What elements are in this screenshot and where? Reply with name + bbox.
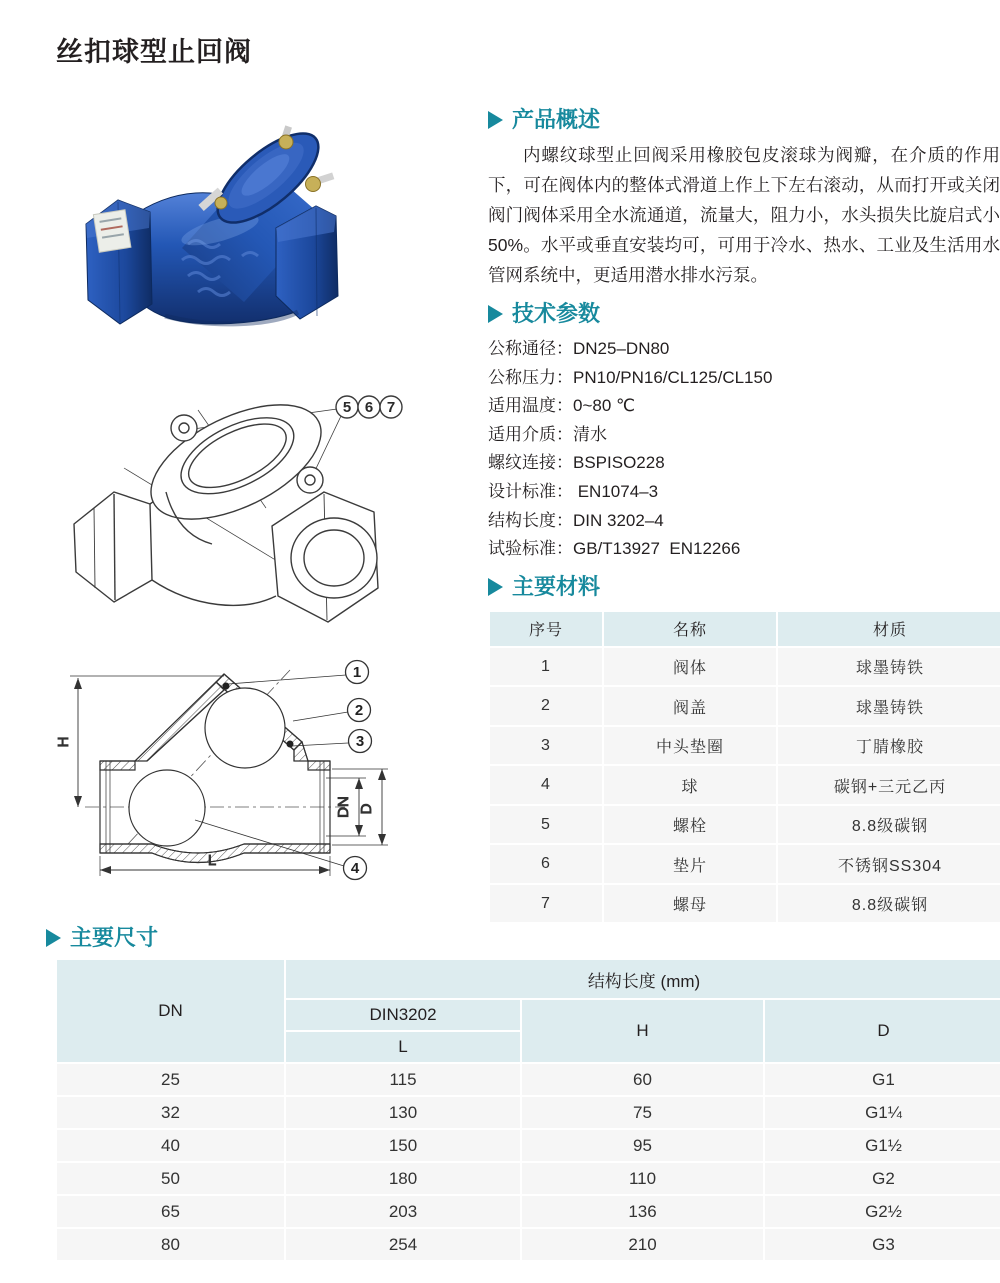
table-cell: 阀体 bbox=[604, 648, 776, 686]
param-item: 设计标准： EN1074–3 bbox=[488, 481, 659, 501]
table-row bbox=[490, 766, 1000, 804]
section-arrow-icon bbox=[488, 305, 503, 323]
page-title: 丝扣球型止回阀 bbox=[56, 37, 252, 67]
table-cell: 球墨铸铁 bbox=[778, 648, 1000, 686]
table-cell: 不锈钢SS304 bbox=[778, 845, 1000, 883]
table-cell: 碳钢+三元乙丙 bbox=[778, 766, 1000, 804]
table-cell: 5 bbox=[490, 806, 602, 844]
iso-drawing-art bbox=[60, 378, 460, 630]
table-header-cell: H bbox=[522, 1000, 763, 1062]
table-cell: 80 bbox=[57, 1229, 284, 1260]
table-cell: 2 bbox=[490, 687, 602, 725]
callout-4: 4 bbox=[350, 860, 360, 877]
table-row bbox=[57, 1196, 1000, 1227]
iso-callouts bbox=[336, 396, 402, 418]
table-row bbox=[490, 687, 1000, 725]
dim-label-d: D bbox=[358, 803, 375, 815]
table-header-cell: 结构长度 (mm) bbox=[286, 960, 1000, 998]
dimensions-heading bbox=[46, 924, 158, 952]
dimensions-heading-text: 主要尺寸 bbox=[70, 925, 159, 950]
section-drawing bbox=[40, 638, 470, 900]
table-cell: 螺栓 bbox=[604, 806, 776, 844]
table-cell: 115 bbox=[286, 1064, 520, 1095]
right-column bbox=[488, 106, 1000, 924]
table-cell: G3 bbox=[765, 1229, 1000, 1260]
section-drawing-art bbox=[40, 638, 470, 900]
table-row bbox=[490, 648, 1000, 686]
table-cell: 210 bbox=[522, 1229, 763, 1260]
table-header-cell: 名称 bbox=[604, 612, 776, 646]
param-item: 公称压力：PN10/PN16/CL125/CL150 bbox=[488, 367, 773, 387]
section-arrow-icon bbox=[46, 929, 61, 947]
callout-6: 6 bbox=[364, 399, 374, 416]
materials-heading bbox=[488, 573, 1000, 601]
product-label bbox=[93, 210, 131, 253]
overview-heading-text: 产品概述 bbox=[512, 107, 601, 132]
product-photo bbox=[70, 124, 470, 340]
tech-params-heading bbox=[488, 300, 1000, 328]
table-row bbox=[490, 845, 1000, 883]
table-cell: 6 bbox=[490, 845, 602, 883]
param-item: 螺纹连接：BSPISO228 bbox=[488, 453, 665, 473]
table-cell: G2 bbox=[765, 1163, 1000, 1194]
dim-label-dn: DN bbox=[335, 796, 352, 818]
table-row bbox=[490, 727, 1000, 765]
table-cell: G2½ bbox=[765, 1196, 1000, 1227]
materials-table bbox=[488, 610, 1000, 925]
table-cell: 阀盖 bbox=[604, 687, 776, 725]
table-cell: 32 bbox=[57, 1097, 284, 1128]
overview-heading bbox=[488, 106, 1000, 134]
table-cell: 203 bbox=[286, 1196, 520, 1227]
table-cell: 254 bbox=[286, 1229, 520, 1260]
table-cell: 3 bbox=[490, 727, 602, 765]
tech-params-list bbox=[488, 335, 1000, 564]
table-cell: 75 bbox=[522, 1097, 763, 1128]
dim-label-h: H bbox=[55, 736, 72, 748]
table-cell: 7 bbox=[490, 885, 602, 923]
table-cell: 球 bbox=[604, 766, 776, 804]
table-cell: 130 bbox=[286, 1097, 520, 1128]
table-cell: G1½ bbox=[765, 1130, 1000, 1161]
param-item: 公称通径：DN25–DN80 bbox=[488, 339, 670, 358]
table-header-cell: D bbox=[765, 1000, 1000, 1062]
table-cell: 25 bbox=[57, 1064, 284, 1095]
table-header-cell: L bbox=[286, 1032, 520, 1062]
callout-7: 7 bbox=[386, 399, 396, 416]
table-header-cell: DN bbox=[57, 960, 284, 1062]
callout-1: 1 bbox=[352, 664, 362, 681]
table-cell: 4 bbox=[490, 766, 602, 804]
param-item: 适用介质：清水 bbox=[488, 424, 607, 444]
section-arrow-icon bbox=[488, 111, 503, 129]
table-cell: 螺母 bbox=[604, 885, 776, 923]
table-cell: G1¼ bbox=[765, 1097, 1000, 1128]
table-row bbox=[57, 1229, 1000, 1260]
param-item: 试验标准：GB/T13927 EN12266 bbox=[488, 539, 741, 559]
tech-params-heading-text: 技术参数 bbox=[512, 301, 601, 326]
materials-heading-text: 主要材料 bbox=[512, 573, 601, 599]
materials-header-row bbox=[490, 612, 1000, 646]
table-cell: 110 bbox=[522, 1163, 763, 1194]
table-cell: 150 bbox=[286, 1130, 520, 1161]
dimensions-table bbox=[55, 958, 1000, 1262]
callout-2: 2 bbox=[354, 702, 364, 719]
table-row bbox=[490, 885, 1000, 923]
table-row bbox=[57, 1097, 1000, 1128]
table-cell: 1 bbox=[490, 648, 602, 686]
callout-5: 5 bbox=[342, 399, 352, 416]
section-arrow-icon bbox=[488, 578, 503, 596]
table-header-cell: DIN3202 bbox=[286, 1000, 520, 1030]
table-cell: 180 bbox=[286, 1163, 520, 1194]
table-cell: 垫片 bbox=[604, 845, 776, 883]
dim-label-l: L bbox=[207, 852, 217, 869]
table-cell: 球墨铸铁 bbox=[778, 687, 1000, 725]
overview-paragraph: 内螺纹球型止回阀采用橡胶包皮滚球为阀瓣，在介质的作用下，可在阀体内的整体式滑道上作上下左右滚动，从而打开或关闭阀门阀体采用全水流通道，流量大，阻力小，水头损失比旋启式小50%。水平或垂直安装均可，可用于冷水、热水、工业及生活用水管网系统中，更适用潜水排水污泵。 bbox=[488, 145, 1000, 285]
table-cell: 65 bbox=[57, 1196, 284, 1227]
table-cell: 60 bbox=[522, 1064, 763, 1095]
table-row bbox=[490, 806, 1000, 844]
table-cell: 50 bbox=[57, 1163, 284, 1194]
table-row bbox=[57, 1130, 1000, 1161]
table-cell: 8.8级碳钢 bbox=[778, 806, 1000, 844]
iso-drawing bbox=[60, 378, 460, 630]
table-cell: 95 bbox=[522, 1130, 763, 1161]
table-cell: 中头垫圈 bbox=[604, 727, 776, 765]
table-cell: G1 bbox=[765, 1064, 1000, 1095]
table-cell: 8.8级碳钢 bbox=[778, 885, 1000, 923]
product-photo-art bbox=[70, 124, 470, 340]
table-row bbox=[57, 1163, 1000, 1194]
right-hex-fitting bbox=[276, 206, 338, 319]
table-header-cell: 材质 bbox=[778, 612, 1000, 646]
table-cell: 丁腈橡胶 bbox=[778, 727, 1000, 765]
table-header-cell: 序号 bbox=[490, 612, 602, 646]
callout-3: 3 bbox=[355, 733, 365, 750]
dims-header-row-1 bbox=[57, 960, 1000, 998]
param-item: 结构长度：DIN 3202–4 bbox=[488, 510, 664, 530]
param-item: 适用温度：0~80 ℃ bbox=[488, 396, 636, 416]
table-cell: 40 bbox=[57, 1130, 284, 1161]
table-cell: 136 bbox=[522, 1196, 763, 1227]
table-row bbox=[57, 1064, 1000, 1095]
